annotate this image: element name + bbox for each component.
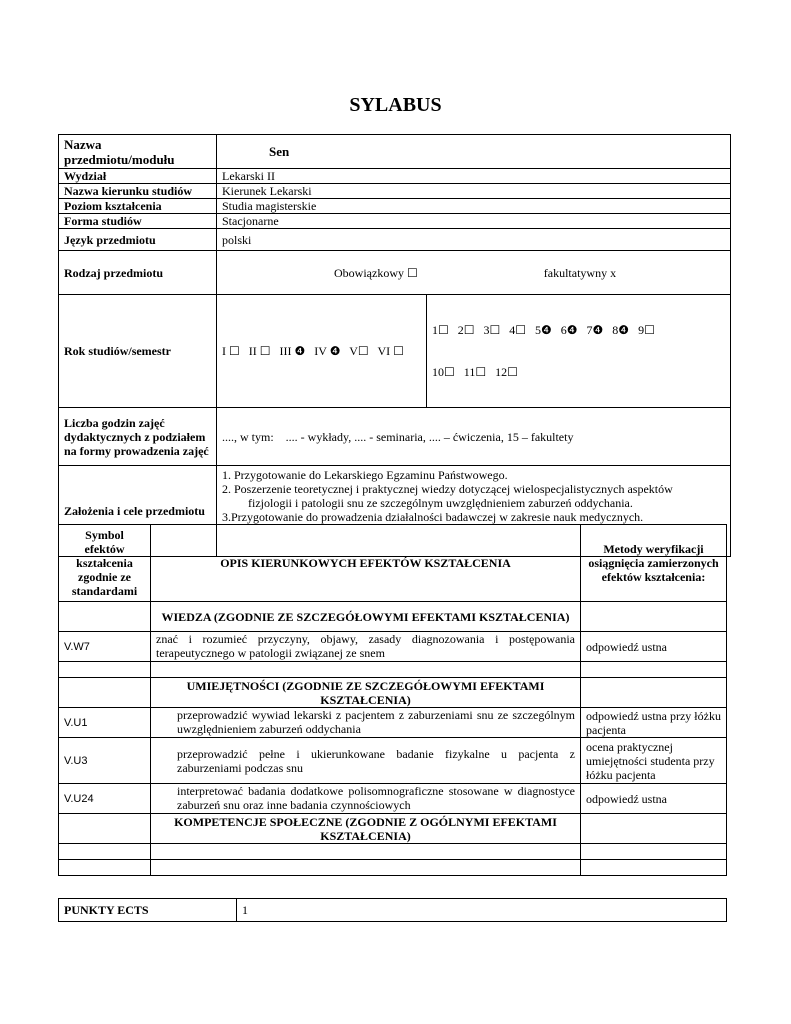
empty-row — [59, 662, 727, 678]
learning-outcomes-table — [58, 524, 727, 876]
level-value: Studia magisterskie — [217, 199, 731, 214]
competence-section-row — [59, 814, 727, 844]
row-form — [59, 214, 731, 229]
goal-3: 3.Przygotowanie do prowadzenia działalności badawczej w zakresie nauk medycznych. — [222, 510, 644, 524]
goals-label: Założenia i cele przedmiotu — [59, 466, 217, 557]
outcome-description: przeprowadzić pełne i ukierunkowane badanie fizykalne u pacjenta z zaburzeniami podczas snu — [151, 738, 581, 784]
table-row — [59, 632, 727, 662]
competence-empty-cell — [59, 814, 151, 844]
empty-cell — [151, 844, 581, 860]
course-name-text: Sen — [269, 143, 290, 159]
outcome-description: interpretować badania dodatkowe polisomnograficzne stosowane w diagnostyce zaburzeń snu oraz inne badania czynnościowych — [151, 784, 581, 814]
course-name-value — [217, 135, 731, 169]
row-faculty — [59, 169, 731, 184]
empty-row — [59, 860, 727, 876]
type-optional: fakultatywny x — [543, 265, 617, 280]
level-label: Poziom kształcenia — [59, 199, 217, 214]
skills-method-empty — [581, 678, 727, 708]
symbol-column-header: Symbol efektów kształcenia zgodnie ze standardami — [59, 525, 151, 602]
outcome-description: przeprowadzić wywiad lekarski z pacjentem z zaburzeniami snu ze szczególnym uwzględnieniem zaburzeń oddychania — [151, 708, 581, 738]
semesters-line-1: 1☐ 2☐ 3☐ 4☐ 5❹ 6❹ 7❹ 8❹ 9☐ — [432, 323, 655, 337]
row-field — [59, 184, 731, 199]
row-level — [59, 199, 731, 214]
empty-cell — [59, 662, 151, 678]
outcome-description: znać i rozumieć przyczyny, objawy, zasady diagnozowania i postępowania terapeutycznego w patologii związanej ze snem — [151, 632, 581, 662]
outcome-symbol: V.U1 — [59, 708, 151, 738]
competence-method-empty — [581, 814, 727, 844]
table-row — [59, 784, 727, 814]
ects-row — [59, 899, 727, 922]
goal-2: 2. Poszerzenie teoretycznej i praktycznej wiedzy dotyczącej wielospecjalistycznych aspektów — [222, 482, 673, 496]
type-mandatory: Obowiązkowy ☐ — [334, 265, 418, 280]
row-course-type — [59, 251, 731, 295]
ects-table — [58, 898, 727, 922]
field-value: Kierunek Lekarski — [217, 184, 731, 199]
course-name-label: Nazwa przedmiotu/modułu — [59, 135, 217, 169]
faculty-value: Lekarski II — [217, 169, 731, 184]
outcome-symbol: V.W7 — [59, 632, 151, 662]
competence-section-header: KOMPETENCJE SPOŁECZNE (ZGODNIE Z OGÓLNYMI EFEKTAMI KSZTAŁCENIA) — [151, 814, 581, 844]
table-row — [59, 708, 727, 738]
description-column-header: OPIS KIERUNKOWYCH EFEKTÓW KSZTAŁCENIA — [151, 525, 581, 602]
knowledge-method-empty — [581, 602, 727, 632]
semesters-value — [427, 295, 731, 408]
knowledge-section-header: WIEDZA (ZGODNIE ZE SZCZEGÓŁOWYMI EFEKTAMI KSZTAŁCENIA) — [151, 602, 581, 632]
methods-column-header: Metody weryfikacji osiągnięcia zamierzonych efektów kształcenia: — [581, 525, 727, 602]
semesters-line-2: 10☐ 11☐ 12☐ — [432, 365, 518, 379]
outcome-method: odpowiedź ustna przy łóżku pacjenta — [581, 708, 727, 738]
empty-cell — [581, 844, 727, 860]
course-info-table — [58, 134, 731, 557]
outcome-method: odpowiedź ustna — [581, 784, 727, 814]
knowledge-section-row — [59, 602, 727, 632]
hours-value: ...., w tym: .... - wykłady, .... - seminaria, .... – ćwiczenia, 15 – fakultety — [217, 408, 731, 466]
outcome-method: odpowiedź ustna — [581, 632, 727, 662]
empty-cell — [151, 860, 581, 876]
empty-cell — [59, 860, 151, 876]
row-year-semester — [59, 295, 731, 408]
language-label: Język przedmiotu — [59, 229, 217, 251]
skills-section-row — [59, 678, 727, 708]
goal-2-continued: fizjologii i patologii snu ze szczególnym uwzględnieniem zaburzeń oddychania. — [248, 496, 633, 510]
form-label: Forma studiów — [59, 214, 217, 229]
ects-label: PUNKTY ECTS — [59, 899, 237, 922]
knowledge-empty-cell — [59, 602, 151, 632]
goal-1: 1. Przygotowanie do Lekarskiego Egzaminu Państwowego. — [222, 468, 508, 482]
document-title: SYLABUS — [349, 94, 442, 116]
row-hours — [59, 408, 731, 466]
ects-value: 1 — [237, 899, 727, 922]
table-row — [59, 738, 727, 784]
form-value: Stacjonarne — [217, 214, 731, 229]
skills-section-header: UMIEJĘTNOŚCI (ZGODNIE ZE SZCZEGÓŁOWYMI EFEKTAMI KSZTAŁCENIA) — [151, 678, 581, 708]
outcome-method: ocena praktycznej umiejętności studenta przy łóżku pacjenta — [581, 738, 727, 784]
empty-row — [59, 844, 727, 860]
field-label: Nazwa kierunku studiów — [59, 184, 217, 199]
outcomes-header-row — [59, 525, 727, 602]
row-language — [59, 229, 731, 251]
outcome-symbol: V.U24 — [59, 784, 151, 814]
year-semester-label: Rok studiów/semestr — [59, 295, 217, 408]
hours-label: Liczba godzin zajęć dydaktycznych z podziałem na formy prowadzenia zajęć — [59, 408, 217, 466]
language-value: polski — [217, 229, 731, 251]
outcome-symbol: V.U3 — [59, 738, 151, 784]
skills-empty-cell — [59, 678, 151, 708]
empty-cell — [151, 662, 581, 678]
empty-cell — [581, 860, 727, 876]
years-value: I ☐ II ☐ III ❹ IV ❹ V☐ VI ☐ — [217, 295, 427, 408]
empty-cell — [581, 662, 727, 678]
faculty-label: Wydział — [59, 169, 217, 184]
course-type-label: Rodzaj przedmiotu — [59, 251, 217, 295]
row-course-name — [59, 135, 731, 169]
course-type-value — [217, 251, 731, 295]
empty-cell — [59, 844, 151, 860]
